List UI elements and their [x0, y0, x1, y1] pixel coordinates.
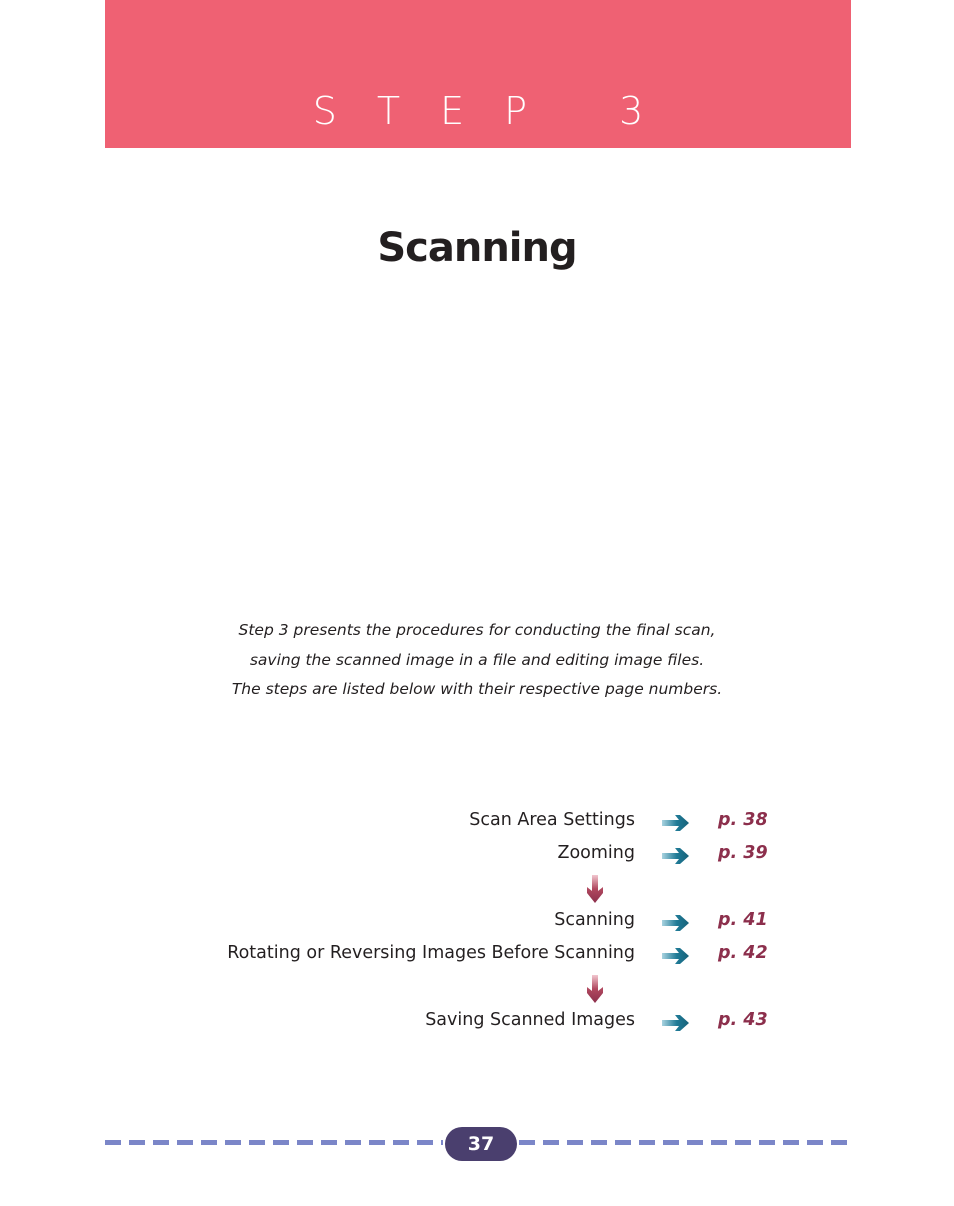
arrow-down-icon: [583, 874, 607, 906]
step-item: [0, 939, 954, 969]
page-number-badge: 37: [445, 1127, 517, 1161]
step-item: [0, 806, 954, 836]
intro-text: [0, 618, 954, 707]
arrow-right-icon: [660, 912, 692, 934]
step-item: [0, 839, 954, 869]
page-reference: p. 41: [718, 910, 768, 930]
step-banner: [105, 0, 851, 148]
intro-line: Step 3 presents the procedures for conducting the final scan,: [238, 621, 716, 639]
step-label: Saving Scanned Images: [425, 1010, 635, 1030]
intro-line: saving the scanned image in a file and editing image files.: [249, 650, 705, 669]
page-reference: p. 42: [718, 943, 768, 963]
page-reference: p. 39: [718, 843, 768, 863]
arrow-right-icon: [660, 1012, 692, 1034]
step-label: Scanning: [554, 910, 635, 930]
arrow-down-icon: [583, 974, 607, 1006]
arrow-right-icon: [660, 945, 692, 967]
step-item: [0, 1006, 954, 1036]
step-label: Rotating or Reversing Images Before Scanning: [227, 943, 635, 963]
intro-line: The steps are listed below with their respective page numbers.: [231, 680, 723, 698]
page-title: Scanning: [377, 225, 577, 271]
step-item: [0, 906, 954, 936]
arrow-right-icon: [660, 845, 692, 867]
arrow-right-icon: [660, 812, 692, 834]
step-heading: STEP 3: [312, 89, 684, 133]
footer-divider-left: [105, 1140, 443, 1145]
page-reference: p. 43: [718, 1010, 768, 1030]
step-label: Zooming: [557, 843, 635, 863]
page-reference: p. 38: [718, 810, 768, 830]
footer-divider-right: [519, 1140, 851, 1145]
step-label: Scan Area Settings: [469, 810, 635, 830]
